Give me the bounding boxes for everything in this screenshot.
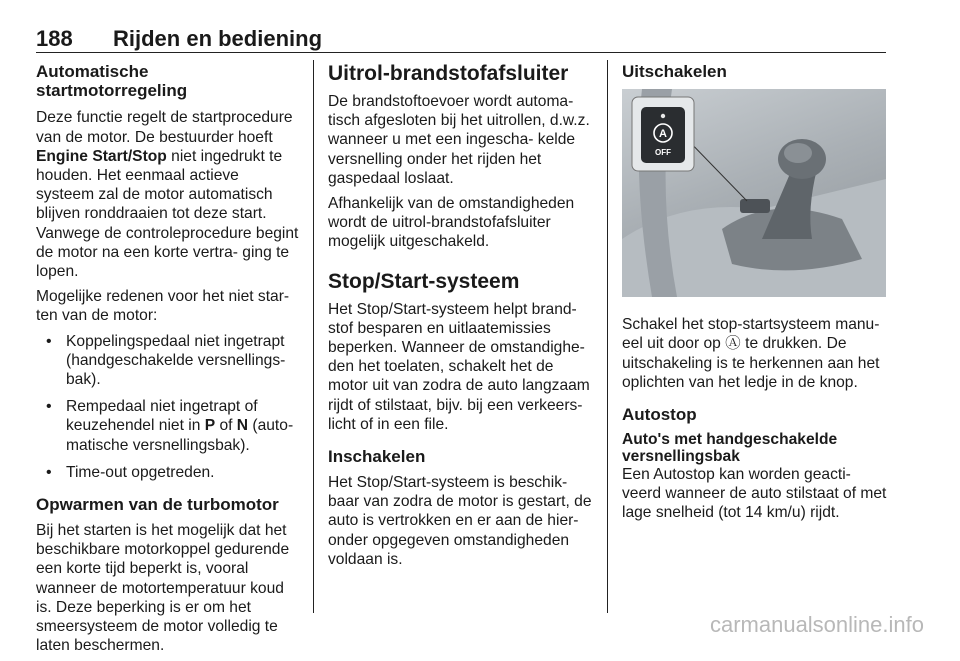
subsection-heading: Inschakelen bbox=[328, 447, 426, 467]
paragraph: Bij het starten is het mogelijk dat het beschikbare motorkoppel gedurende een korte tijd beperkt is, vooral wanneer de motortemperatuur koud is. Deze beperking is er om het smeersysteem de motor volledig te laten beschermen. bbox=[36, 522, 290, 655]
gear-console-photo bbox=[622, 89, 886, 297]
column-left bbox=[36, 62, 300, 661]
list-item: • Koppelingspedaal niet ingetrapt (handgeschakelde versnellings- bak). bbox=[36, 332, 300, 390]
column-divider bbox=[313, 60, 314, 613]
list-item: • Rempedaal niet ingetrapt of keuzehendel niet in P of N (auto- matische versnellingsbak). bbox=[36, 397, 300, 455]
svg-text:A: A bbox=[659, 128, 667, 141]
column-divider bbox=[607, 60, 608, 613]
gear-console-illustration bbox=[622, 89, 886, 297]
section-heading: Autostop bbox=[622, 405, 697, 425]
paragraph: Mogelijke redenen voor het niet star- ten van de motor: bbox=[36, 288, 290, 325]
section-heading: Opwarmen van de turbomotor bbox=[36, 495, 279, 515]
paragraph: Afhankelijk van de omstandigheden wordt de uitrol-brandstofafsluiter mogelijk uitgeschakeld. bbox=[328, 195, 575, 251]
column-right bbox=[622, 62, 888, 529]
subsection-heading: Auto's met handgeschakelde versnellingsbak bbox=[622, 431, 838, 466]
page-number: 188 bbox=[36, 26, 73, 51]
paragraph: Deze functie regelt de startprocedure van de motor. De bestuurder hoeft Engine Start/Stop niet ingedrukt te houden. Het eenmaal actieve systeem zal de motor automatisch blijven ronddraaien tot deze start. Vanwege de controleprocedure begint de motor na een korte vertra- ging te lopen. bbox=[36, 109, 299, 281]
section-heading: Automatische startmotorregeling bbox=[36, 62, 188, 101]
section-heading: Uitschakelen bbox=[622, 62, 727, 81]
bold-term: Engine Start/Stop bbox=[36, 147, 167, 165]
stop-start-icon: Ⓐ bbox=[725, 335, 741, 353]
paragraph: De brandstoftoevoer wordt automa- tisch afgesloten bij het uitrollen, d.w.z. wanneer u met een ingescha- kelde versnelling onder het rijden het gaspedaal loslaat. bbox=[328, 93, 590, 187]
section-heading: Uitrol-brandstofafsluiter bbox=[328, 62, 569, 85]
bullet-list bbox=[36, 332, 300, 482]
paragraph: Het Stop/Start-systeem helpt brand- stof besparen en uitlaatemissies beperken. Wanneer de omstandighe- den het toelaten, schakelt het de motor uit van zodra de auto langzaam rijdt of stilstaat, bijv. bij een verkeers- licht of in een file. bbox=[328, 300, 590, 433]
column-middle bbox=[328, 62, 592, 575]
list-item: • Time-out opgetreden. bbox=[36, 463, 300, 482]
chapter-title: Rijden en bediening bbox=[113, 26, 323, 51]
watermark: carmanualsonline.info bbox=[709, 612, 924, 637]
paragraph: Het Stop/Start-systeem is beschik- baar van zodra de motor is gestart, de auto is vertrokken en er aan de hier- onder opgegeven omstandigheden voldaan is. bbox=[328, 474, 592, 568]
svg-text:OFF: OFF bbox=[655, 148, 671, 158]
page-header bbox=[36, 22, 886, 53]
section-heading: Stop/Start-systeem bbox=[328, 269, 520, 293]
paragraph: Schakel het stop-startsysteem manu- eel uit door op Ⓐ te drukken. De uitschakeling is te herkennen aan het oplichten van het ledje in de knop. bbox=[622, 316, 880, 391]
paragraph: Een Autostop kan worden geacti- veerd wanneer de auto stilstaat of met lage snelheid (tot 14 km/u) rijdt. bbox=[622, 466, 887, 522]
